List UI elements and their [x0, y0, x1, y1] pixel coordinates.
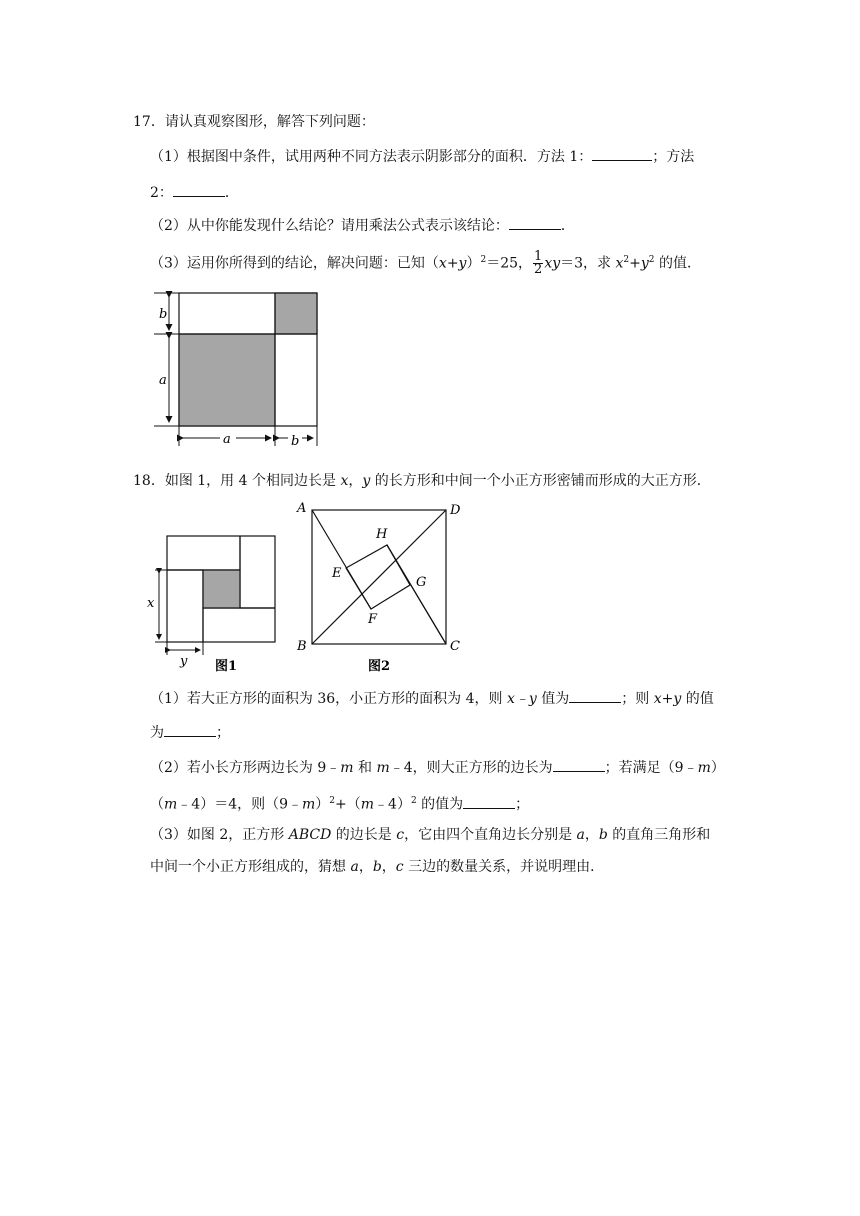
q17-part3	[150, 251, 701, 276]
q18-part3-cont	[150, 858, 604, 876]
var-m: m	[360, 796, 375, 813]
q17-part1-cont	[150, 182, 239, 202]
fraction-denominator: 2	[534, 262, 543, 278]
q17-p1-text3: 2：	[150, 185, 173, 201]
q18-p2-text6: （	[150, 796, 164, 813]
sep: ，	[358, 859, 373, 875]
var-c: c	[396, 827, 405, 843]
q18-p2-text8: ）	[315, 796, 330, 813]
q18-part2	[150, 757, 725, 777]
var-abcd: ABCD	[288, 827, 332, 843]
var-xy: xy	[544, 255, 561, 272]
expr-x-plus-y: x+y	[653, 691, 682, 707]
sep: ，	[381, 859, 396, 875]
label-b-bottom: b	[291, 434, 300, 449]
label-a-left: a	[159, 373, 167, 388]
q18-p1-text: （1）若大正方形的面积为 36，小正方形的面积为 4，则	[150, 691, 507, 707]
q17-p3-text2: ＝3，求	[560, 255, 616, 272]
var-m: m	[164, 796, 178, 813]
fraction-half	[533, 251, 543, 276]
label-G: G	[416, 575, 427, 590]
q18-p1-end: ；	[216, 725, 230, 741]
q18-p3-text3: ，它由四个直角边长分别是	[404, 827, 577, 843]
q18-p2-text11: 的值为	[416, 796, 464, 813]
q17-p1-text2: ；方法	[652, 149, 695, 165]
label-A: A	[297, 501, 307, 516]
var-x: x	[438, 255, 447, 272]
q18-p1-text5: 为	[150, 725, 164, 741]
plus: +	[629, 255, 641, 272]
q17-p3-eq: ＝25，	[486, 255, 533, 272]
exponent: 2	[480, 255, 487, 265]
q18-p2-text3: ﹣4，则大正方形的边长为	[389, 760, 553, 776]
exponent: 2	[648, 255, 655, 265]
q17-part2	[150, 215, 575, 235]
answer-blank[interactable]	[553, 757, 605, 772]
q17-title: 17．请认真观察图形，解答下列问题：	[133, 114, 375, 130]
var-a: a	[576, 827, 585, 843]
label-x: x	[147, 596, 155, 611]
answer-blank[interactable]	[164, 722, 216, 737]
var-a: a	[350, 859, 359, 875]
var-x: x	[615, 255, 624, 272]
plus: +	[446, 255, 459, 272]
var-c: c	[395, 859, 404, 875]
exponent: 2	[329, 796, 336, 806]
q18-p2-text10: ﹣4）	[374, 796, 411, 813]
q18-p3-end: 三边的数量关系，并说明理由．	[403, 859, 605, 875]
q18-p3-text: （3）如图 2，正方形	[150, 827, 289, 843]
shaded-large-square	[179, 334, 275, 426]
q18-part2-cont	[150, 792, 529, 814]
var-m: m	[302, 796, 316, 813]
q18-title	[133, 472, 711, 490]
label-a-bottom: a	[223, 432, 231, 447]
figure1-caption: 图1	[215, 659, 238, 674]
q18-p3-text5: 中间一个小正方形组成的，猜想	[150, 859, 351, 875]
answer-blank[interactable]	[569, 688, 621, 703]
q18-figure2	[292, 498, 472, 674]
q18-p2-text2: 和	[353, 760, 377, 776]
label-y: y	[180, 654, 188, 669]
label-b-left: b	[159, 307, 168, 322]
label-H: H	[376, 527, 388, 542]
sep: ，	[348, 473, 363, 489]
label-B: B	[297, 639, 307, 654]
answer-blank[interactable]	[173, 182, 225, 197]
q18-p2-text7: ﹣4）＝4，则（9﹣	[177, 796, 303, 813]
answer-blank[interactable]	[592, 146, 652, 161]
var-x: x	[340, 473, 349, 489]
q17-p1-text4: ．	[224, 185, 239, 201]
q17-p2-end: ．	[560, 218, 575, 234]
var-y: y	[640, 255, 649, 272]
q18-figure1	[145, 533, 285, 673]
q18-p2-text5: ）	[710, 760, 725, 776]
var-m: m	[697, 760, 711, 776]
q18-part1-cont	[150, 722, 230, 742]
var-b: b	[372, 859, 382, 875]
q18-p2-end: ；	[515, 796, 530, 813]
q17-p1-text: （1）根据图中条件，试用两种不同方法表示阴影部分的面积．方法 1：	[150, 149, 593, 165]
sep: ，	[584, 827, 599, 843]
q18-title-text: 18．如图 1，用 4 个相同边长是	[133, 473, 341, 489]
var-b: b	[598, 827, 608, 843]
q18-p1-text3: ；则	[621, 691, 654, 707]
q18-p1-text2: 值为	[536, 691, 570, 707]
paren: ）	[466, 255, 481, 272]
label-F: F	[368, 612, 378, 627]
var-y: y	[362, 473, 371, 489]
q18-p3-text2: 的边长是	[331, 827, 397, 843]
label-D: D	[450, 503, 461, 518]
answer-blank[interactable]	[463, 794, 515, 809]
q18-p2-text4: ；若满足（9﹣	[604, 760, 698, 776]
q17-p3-text: （3）运用你所得到的结论，解决问题：已知（	[150, 255, 439, 272]
fraction-numerator: 1	[534, 249, 543, 265]
figure2-caption: 图2	[368, 659, 391, 674]
label-E: E	[332, 566, 342, 581]
answer-blank[interactable]	[509, 215, 561, 230]
q18-title-text2: 的长方形和中间一个小正方形密铺而形成的大正方形．	[370, 473, 711, 489]
label-C: C	[450, 639, 460, 654]
q18-p2-text: （2）若小长方形两边长为 9﹣	[150, 760, 341, 776]
var-m: m	[340, 760, 354, 776]
center-small-square	[203, 570, 240, 608]
q18-part1	[150, 688, 714, 708]
q17-p3-end: 的值．	[654, 255, 701, 272]
var-m: m	[376, 760, 390, 776]
q18-part3	[150, 826, 710, 844]
q18-p1-text4: 的值	[681, 691, 714, 707]
var-y: y	[458, 255, 467, 272]
q17-square-figure	[148, 288, 328, 453]
shaded-small-square	[275, 293, 317, 334]
q18-p3-text4: 的直角三角形和	[607, 827, 711, 843]
expr-x-minus-y: x﹣y	[506, 691, 537, 707]
exponent: 2	[410, 796, 417, 806]
q18-p2-text9: +（	[335, 796, 361, 813]
q17-p2-text: （2）从中你能发现什么结论？请用乘法公式表示该结论：	[150, 218, 509, 234]
q17-part1	[150, 146, 694, 166]
exponent: 2	[623, 255, 630, 265]
